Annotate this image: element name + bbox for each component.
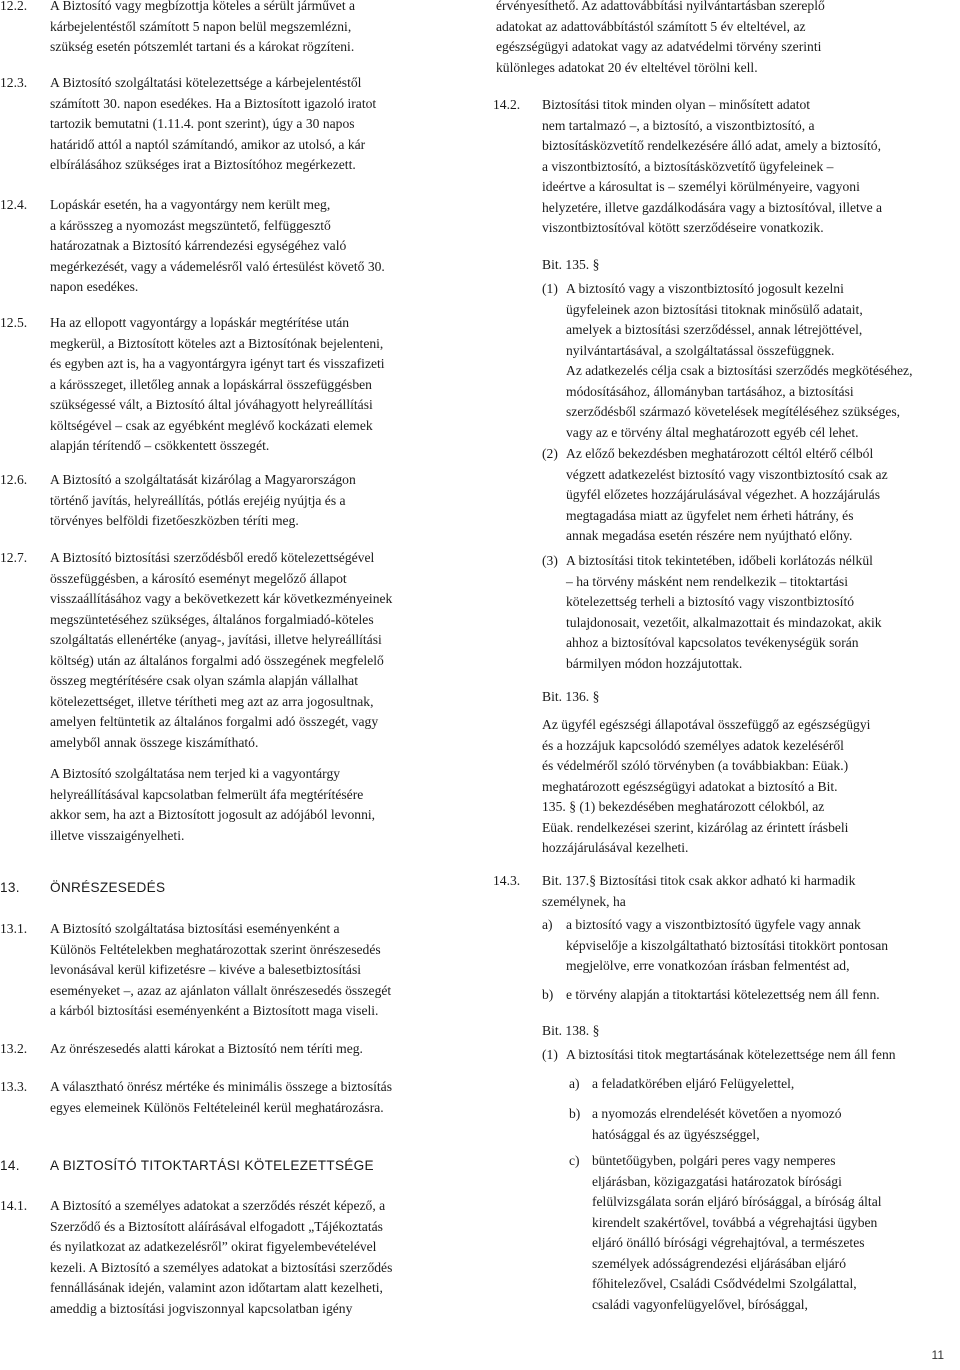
item-number: 12.2. (0, 0, 28, 13)
item-number: 12.3. (0, 75, 28, 90)
bit-138-heading: Bit. 138. § (542, 1023, 600, 1038)
text-line: a kárösszeg a nyomozást megszüntető, felfüggesztő (50, 217, 331, 233)
text-line: A biztosító vagy a viszontbiztosító jogosult kezelni (566, 281, 844, 296)
paragraph-body (50, 764, 375, 846)
item-number: b) (569, 1106, 581, 1121)
text-line: személyek adósságrendezési eljárásában eljáró (592, 1255, 847, 1271)
item-number: 12.5. (0, 315, 28, 330)
text-line: a biztosító vagy a viszontbiztosító ügyfele vagy annak (566, 917, 861, 932)
text-line: A Biztosító a szolgáltatását kizárólag a Magyarországon (50, 472, 356, 487)
text-line: megtagadása miatt az ügyfelet nem érheti hátrány, és (566, 507, 854, 523)
text-line: ideértve a károsultat is – személyi körülményeire, vagyoni (542, 179, 860, 194)
paragraph-body (50, 1039, 363, 1060)
text-line: családi vagyonfelügyelővel, bírósággal, (592, 1296, 808, 1312)
text-line: büntetőügyben, polgári peres vagy nemperes (592, 1153, 836, 1168)
text-line: tartozik bemutatni (1.11.4. pont szerint), úgy a 30 napos (50, 116, 355, 131)
text-line: és nyilatkozat az adatkezelésről” okirat figyelembevételével (50, 1239, 377, 1254)
text-line: elbírálásához szükséges irat a Biztosítóhoz megérkezett. (50, 157, 356, 172)
text-line: biztosításközvetítő rendelkezésére álló adat, amely a biztosító, (542, 138, 881, 153)
text-line: Különös Feltételekben meghatározottak szerint önrészesedés (50, 941, 381, 957)
text-line: helyreállításával kapcsolatban felmerült áfa megtérítésére (50, 786, 364, 802)
paragraph-body (566, 444, 888, 547)
text-line: egyes elemeinek Különös Feltételeinél kerül meghatározásra. (50, 1099, 384, 1115)
heading-13-title: ÖNRÉSZESEDÉS (50, 880, 166, 895)
heading-14-number: 14. (0, 1158, 20, 1173)
item-number: (1) (542, 1047, 558, 1062)
paragraph-body (50, 1077, 392, 1118)
text-line: megkerül, a Biztosított köteles azt a Biztosítónak bejelenteni, (50, 335, 384, 351)
item-number: (2) (542, 446, 558, 461)
text-line: amelyből annak összege kiszámítható. (50, 734, 259, 750)
paragraph-body (50, 195, 385, 298)
text-line: különleges adatokat 20 év elteltével törölni kell. (496, 59, 758, 75)
text-line: törvényes belföldi fizetőeszközben téríti meg. (50, 513, 299, 528)
text-line: alapján térítendő – csökkentett összegét. (50, 438, 270, 453)
text-line: 135. § (1) bekezdésében meghatározott célokból, az (542, 799, 825, 814)
text-line: Az ügyfél egészségi állapotával összefüggő az egészségügyi (542, 717, 871, 732)
text-line: Eüak. rendelkezései szerint, kizárólag az érintett írásbeli (542, 819, 849, 835)
text-line: adatokat az adattovábbítástól számított 5 év elteltével, az (496, 18, 806, 34)
text-line: felülvizsgálata során eljáró bírósággal, a bíróság által (592, 1194, 882, 1209)
text-line: napon esedékes. (50, 279, 139, 294)
item-number: 12.7. (0, 550, 28, 565)
text-line: nyilvántartásával, a szolgáltatással összefüggnek. (566, 342, 835, 358)
text-line: végzett adatkezelést biztosító vagy viszontbiztosító csak az (566, 466, 888, 482)
text-line: és egyben azt is, ha a vagyontárgyra igényt tart és visszafizeti (50, 356, 385, 371)
text-line: e törvény alapján a titoktartási kötelezettség nem áll fenn. (566, 987, 880, 1002)
text-line: fennállásának idején, valamint azon időtartam alatt kezelheti, (50, 1280, 383, 1295)
text-line: annak megadása esetén részére nem nyújtható előny. (566, 528, 853, 543)
text-line: tulajdonosait, vezetőit, alkalmazottait és mindazokat, akik (566, 614, 882, 630)
paragraph-body (50, 73, 376, 176)
text-line: ameddig a biztosítási jogviszonnyal kapcsolatban igény (50, 1300, 353, 1316)
text-line: levonásával kerül kifizetésre – kivéve a balesetbiztosítási (50, 962, 362, 977)
paragraph-body (566, 915, 888, 977)
text-line: módosításához, állományban tartásához, a biztosítási (566, 383, 854, 399)
text-line: és a hozzájuk kapcsolódó személyes adatok kezeléséről (542, 737, 844, 753)
item-number: 13.2. (0, 1041, 28, 1056)
text-line: kárbejelentéstől számított 5 napon belül megszemlézni, (50, 18, 352, 34)
text-line: a nyomozás elrendelését követően a nyomozó (592, 1106, 842, 1121)
text-line: A Biztosító a személyes adatokat a szerződés részét képező, a (50, 1198, 386, 1213)
page-number: 11 (931, 1348, 944, 1362)
heading-14-title: A BIZTOSÍTÓ TITOKTARTÁSI KÖTELEZETTSÉGE (50, 1158, 374, 1173)
paragraph-body (566, 1045, 896, 1066)
text-line: képviselője a kiszolgáltatható biztosítási titokkört pontosan (566, 937, 889, 953)
text-line: és védelméről szóló törvényben (a továbbiakban: Eüak.) (542, 758, 849, 773)
text-line: Ha az ellopott vagyontárgy a lopáskár megtérítése után (50, 315, 350, 330)
text-line: érvényesíthető. Az adattovábbítási nyilvántartásban szereplő (496, 0, 825, 13)
text-line: meghatározott egészségügyi adatokat a biztosító a Bit. (542, 778, 838, 794)
text-line: amelyen feltüntetik az általános forgalmi adó összegét, vagy (50, 714, 379, 729)
item-number: 12.6. (0, 472, 28, 487)
text-line: A Biztosító szolgáltatása nem terjed ki a vagyontárgy (50, 766, 341, 781)
text-line: viszontbiztosítóval kötött szerződéseire vonatkozik. (542, 220, 824, 235)
text-line: a kárból biztosítási eseményenként a Biztosított maga viseli. (50, 1003, 379, 1018)
text-line: szükség esetén pótszemlét tartani és a károkat rögzíteni. (50, 39, 355, 54)
paragraph-body (566, 985, 880, 1006)
text-line: számított 30. napon esedékes. Ha a Biztosított igazoló iratot (50, 95, 377, 111)
text-line: Az előző bekezdésben meghatározott céltól eltérő célból (566, 446, 874, 461)
text-line: a viszontbiztosító, a biztosításközvetítő ügyfeleinek – (542, 158, 834, 174)
text-line: kirendelt szakértővel, továbbá a végrehajtási ügyben (592, 1214, 878, 1230)
text-line: – ha törvény másként nem rendelkezik – titoktartási (566, 573, 848, 589)
paragraph-body (566, 279, 912, 443)
paragraph-body (50, 919, 391, 1022)
text-line: A Biztosító szolgáltatása biztosítási eseményenként a (50, 921, 340, 936)
paragraph-body (542, 715, 870, 859)
item-number: 14.2. (493, 97, 521, 112)
text-line: akkor sem, ha azt a Biztosított jogosult az adójából levonni, (50, 807, 376, 822)
paragraph-body (566, 551, 882, 674)
text-line: nem tartalmazó –, a biztosító, a viszontbiztosító, a (542, 117, 815, 133)
paragraph-body (496, 0, 825, 78)
text-line: ügyfél előzetes hozzájárulásával végezhet. A hozzájárulás (566, 487, 881, 502)
heading-13-number: 13. (0, 880, 20, 895)
item-number: 14.3. (493, 873, 521, 888)
text-line: Bit. 137.§ Biztosítási titok csak akkor adható ki harmadik (542, 873, 856, 888)
text-line: ahhoz a biztosítóval kapcsolatos tevékenységük során (566, 635, 859, 650)
text-line: Szerződő és a Biztosított aláírásával elfogadott „Tájékoztatás (50, 1218, 383, 1234)
text-line: megszüntetéséhez szükséges, általános forgalmiadó-köteles (50, 611, 374, 627)
bit-135-heading: Bit. 135. § (542, 257, 600, 272)
text-line: történő javítás, helyreállítás, pótlás erejéig nyújtja és a (50, 492, 346, 508)
item-number: a) (569, 1076, 580, 1091)
text-line: összeg megtérítésére csak olyan számla alapján vállalhat (50, 673, 358, 688)
item-number: 14.1. (0, 1198, 28, 1213)
text-line: ügyfeleinek azon biztosítási titoknak minősülő adatait, (566, 301, 863, 317)
text-line: eljárásban, közigazgatási határozatok bírósági (592, 1173, 842, 1189)
text-line: Az adatkezelés célja csak a biztosítási szerződés megkötéséhez, (566, 363, 913, 378)
text-line: A biztosítási titok megtartásának kötelezettsége nem áll fenn (566, 1047, 896, 1062)
paragraph-body (592, 1074, 794, 1095)
text-line: hozzájárulásával kezelheti. (542, 840, 689, 855)
text-line: megjelölve, erre vonatkozóan írásban felmentést ad, (566, 958, 850, 973)
text-line: A biztosítási titok tekintetében, időbeli korlátozás nélkül (566, 553, 873, 568)
text-line: eljáró önálló bírósági végrehajtóval, a természetes (592, 1235, 865, 1250)
text-line: költség) után az általános forgalmi adó összegének megfelelő (50, 652, 384, 668)
paragraph-body (592, 1104, 842, 1145)
item-number: b) (542, 987, 554, 1002)
paragraph-body (542, 871, 855, 912)
paragraph-body (50, 470, 356, 532)
paragraph-body (50, 548, 392, 753)
text-line: Biztosítási titok minden olyan – minősített adatot (542, 97, 811, 112)
text-line: A választható önrész mértéke és minimális összege a biztosítás (50, 1079, 393, 1094)
text-line: A Biztosító biztosítási szerződésből eredő kötelezettségével (50, 550, 375, 565)
text-line: helyzetére, illetve gazdálkodására vagy a biztosítóval, illetve a (542, 199, 883, 215)
item-number: (1) (542, 281, 558, 296)
text-line: megérkezését, vagy a vádemelésről való értesülést követő 30. (50, 258, 385, 274)
text-line: szükségessé vált, a Biztosító által jóváhagyott helyreállítási (50, 397, 373, 412)
item-number: 12.4. (0, 197, 28, 212)
text-line: szolgáltatás ellenértéke (anyag-, javítási, illetve helyreállítási (50, 632, 382, 647)
item-number: 13.3. (0, 1079, 28, 1094)
text-line: visszaállításához vagy a bekövetkezett kár következményeinek (50, 591, 393, 606)
bit-136-heading: Bit. 136. § (542, 689, 600, 704)
text-line: személynek, ha (542, 893, 626, 909)
text-line: határozatnak a Biztosító kárrendezési egységéhez való (50, 238, 347, 253)
paragraph-body (592, 1151, 882, 1315)
text-line: Lopáskár esetén, ha a vagyontárgy nem került meg, (50, 197, 331, 212)
item-number: c) (569, 1153, 580, 1168)
paragraph-body (50, 313, 385, 457)
text-line: összefüggésben, a károsító eseményt megelőző állapot (50, 570, 347, 586)
text-line: költségével – csak az egyébként meglévő kockázati elemek (50, 417, 373, 433)
item-number: 13.1. (0, 921, 28, 936)
text-line: szerződésből származó követelések megítéléséhez szükséges, (566, 404, 901, 419)
text-line: a feladatkörében eljáró Felügyelettel, (592, 1076, 795, 1091)
text-line: A Biztosító vagy megbízottja köteles a sérült járművet a (50, 0, 356, 13)
paragraph-body (50, 0, 355, 58)
text-line: a kárösszeget, illetőleg annak a lopáskárral összefüggésben (50, 376, 372, 392)
text-line: kötelezettséget, illetve térítheti meg azt az arra jogosultnak, (50, 693, 374, 709)
text-line: bármilyen módon hozzájutottak. (566, 655, 743, 671)
text-line: kötelezettség terheli a biztosító vagy viszontbiztosító (566, 594, 855, 609)
text-line: főhitelezővel, Családi Csődvédelmi Szolgálattal, (592, 1276, 857, 1291)
text-line: Az önrészesedés alatti károkat a Biztosító nem téríti meg. (50, 1041, 363, 1056)
text-line: egészségügyi adatokat vagy az adatvédelmi törvény szerinti (496, 39, 822, 54)
text-line: eseményeket –, azaz az ajánlaton vállalt önrészesedés összegét (50, 982, 392, 998)
text-line: határidő attól a naptól számítandó, amikor az utolsó, a kár (50, 136, 366, 152)
paragraph-body (542, 95, 882, 239)
text-line: vagy az e törvény által meghatározott egyéb cél lehet. (566, 424, 859, 440)
text-line: amelyek a biztosítási szerződéssel, annak létrejöttével, (566, 322, 863, 337)
text-line: kezeli. A Biztosító a személyes adatokat a biztosítási szerződés (50, 1259, 393, 1275)
item-number: (3) (542, 553, 558, 568)
text-line: illetve visszaigényelheti. (50, 827, 185, 843)
text-line: hatósággal és az ügyészséggel, (592, 1126, 760, 1142)
text-line: A Biztosító szolgáltatási kötelezettsége a kárbejelentéstől (50, 75, 362, 90)
paragraph-body (50, 1196, 392, 1319)
item-number: a) (542, 917, 553, 932)
